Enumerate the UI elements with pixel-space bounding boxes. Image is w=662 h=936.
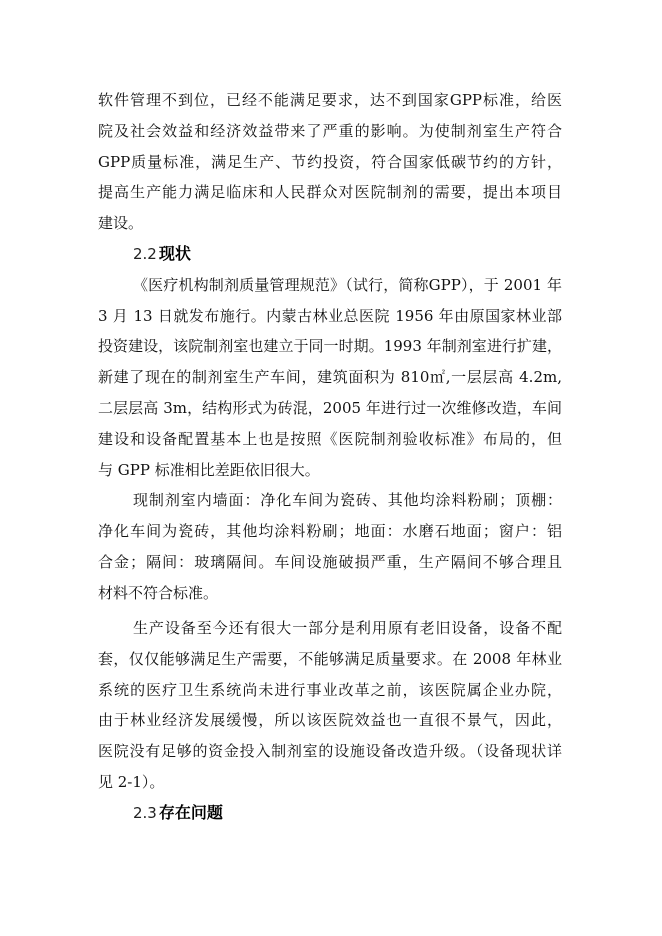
paragraph-line: 医院没有足够的资金投入制剂室的设施设备改造升级。（设备现状详 [98, 742, 562, 761]
section-title: 现状 [158, 243, 191, 263]
paragraph-intro [98, 85, 562, 239]
paragraph-line: 3 月 13 日就发布施行。内蒙古林业总医院 1956 年由原国家林业部 [98, 306, 562, 325]
document-body [98, 85, 562, 829]
paragraph-line: 系统的医疗卫生系统尚未进行事业改革之前，该医院属企业办院， [98, 680, 562, 699]
section-heading-2-3 [98, 798, 562, 829]
paragraph-line: 提高生产能力满足临床和人民群众对医院制剂的需要，提出本项目 [98, 183, 562, 202]
paragraph-line: 二层层高 3m，结构形式为砖混，2005 年进行过一次维修改造，车间 [98, 398, 562, 417]
paragraph-line: 《医疗机构制剂质量管理规范》（试行，简称GPP），于 2001 年 [133, 275, 562, 294]
paragraph-line: 新建了现在的制剂室生产车间，建筑面积为 810㎡,一层层高 4.2m, [98, 368, 562, 387]
section-heading-2-2 [98, 239, 562, 270]
paragraph-line: 建设和设备配置基本上也是按照《医院制剂验收标准》布局的，但 [98, 429, 562, 448]
section-number: 2.3 [133, 803, 157, 822]
paragraph-line: 建设。 [98, 214, 144, 233]
paragraph-line: 院及社会效益和经济效益带来了严重的影响。为使制剂室生产符合 [98, 121, 562, 140]
paragraph-status-3 [98, 613, 562, 798]
paragraph-line: 见 2-1）。 [98, 773, 165, 792]
paragraph-line: 合金；隔间：玻璃隔间。车间设施破损严重，生产隔间不够合理且 [98, 552, 562, 571]
paragraph-line: 套，仅仅能够满足生产需要，不能够满足质量要求。在 2008 年林业 [98, 649, 562, 668]
section-number: 2.2 [133, 244, 157, 263]
paragraph-status-1 [98, 270, 562, 486]
paragraph-line: 投资建设，该院制剂室也建立于同一时期。1993 年制剂室进行扩建， [98, 337, 562, 356]
paragraph-line: 现制剂室内墙面：净化车间为瓷砖、其他均涂料粉刷；顶棚： [133, 491, 562, 510]
section-title: 存在问题 [158, 802, 223, 822]
paragraph-line: 由于林业经济发展缓慢，所以该医院效益也一直很不景气，因此， [98, 711, 562, 730]
paragraph-line: GPP质量标准，满足生产、节约投资，符合国家低碳节约的方针， [98, 152, 562, 171]
paragraph-line: 净化车间为瓷砖，其他均涂料粉刷；地面：水磨石地面；窗户：铝 [98, 522, 562, 541]
paragraph-line: 材料不符合标准。 [98, 583, 219, 602]
paragraph-line: 软件管理不到位，已经不能满足要求，达不到国家GPP标准，给医 [98, 91, 562, 109]
paragraph-line: 生产设备至今还有很大一部分是利用原有老旧设备，设备不配 [133, 619, 562, 638]
paragraph-line: 与 GPP 标准相比差距依旧很大。 [98, 460, 320, 479]
paragraph-status-2 [98, 485, 562, 608]
